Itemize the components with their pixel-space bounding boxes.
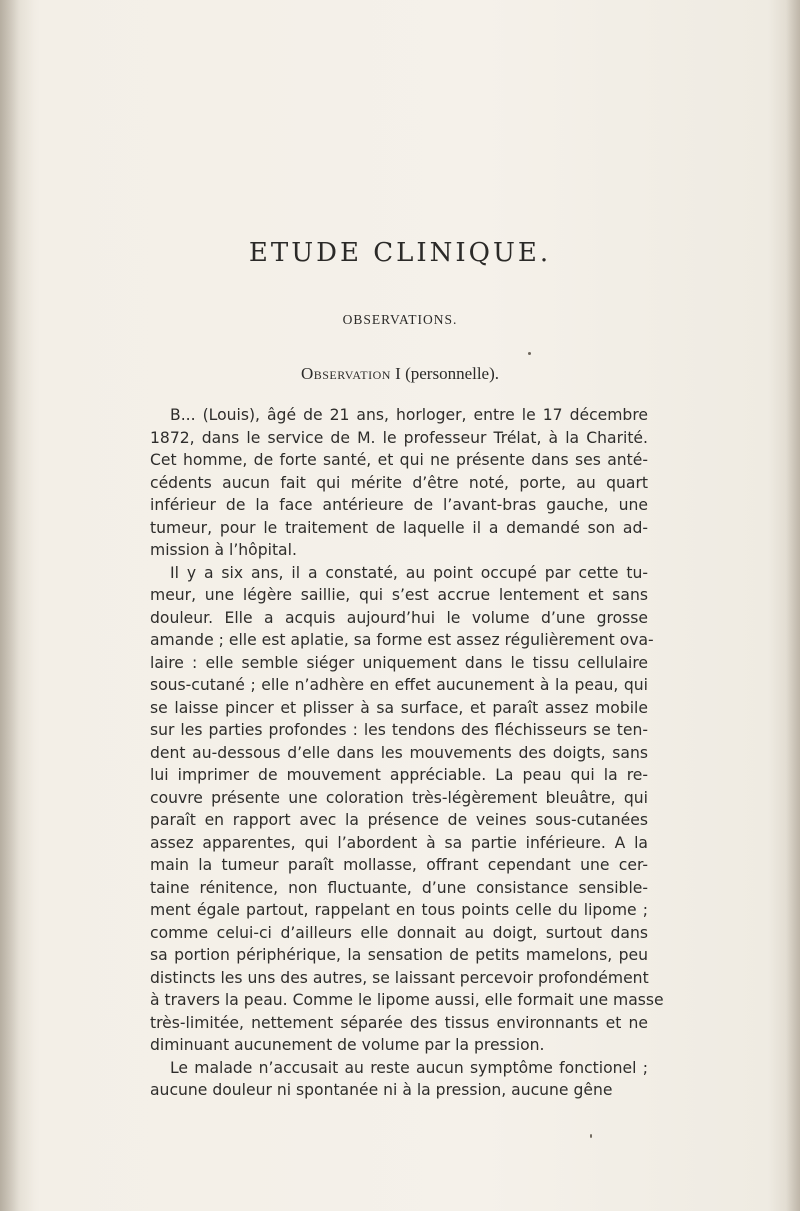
text-line: se laisse pincer et plisser à sa surface, et paraît assez mobile [150,698,648,717]
text-line: 1872, dans le service de M. le professeur Trélat, à la Charité. [150,428,648,447]
text-line: assez apparentes, qui l’abordent à sa partie inférieure. A la [150,833,648,852]
text-line: ment égale partout, rappelant en tous points celle du lipome ; [150,901,648,919]
observation-heading [0,364,800,384]
page-edge-shadow [786,0,800,1211]
text-line: inférieur de la face antérieure de l’avant-bras gauche, une [150,496,648,514]
text-line: taine rénitence, non fluctuante, d’une consistance sensible- [150,878,648,897]
paragraph [150,1057,648,1102]
text-line: très-limitée, nettement séparée des tissus environnants et ne [150,1013,648,1032]
text-line: tumeur, pour le traitement de laquelle il a demandé son ad- [150,518,648,537]
text-line: Le malade n’accusait au reste aucun symptôme fonctionel ; [170,1058,648,1077]
observation-suffix: I (personnelle). [390,364,500,383]
text-line: douleur. Elle a acquis aujourd’hui le volume d’une grosse [150,608,648,627]
text-line: paraît en rapport avec la présence de veines sous-cutanées [150,811,648,829]
text-line: diminuant aucunement de volume par la pression. [150,1036,545,1054]
observation-body [150,404,664,1102]
text-line: sous-cutané ; elle n’adhère en effet aucunement à la peau, qui [150,676,648,694]
text-line: Cet homme, de forte santé, et qui ne présente dans ses anté- [150,451,648,469]
page-gutter-shadow [0,0,34,1211]
text-line: main la tumeur paraît mollasse, offrant cependant une cer- [150,856,648,874]
text-line: sur les parties profondes : les tendons des fléchisseurs se ten- [150,721,648,739]
text-line: Il y a six ans, il a constaté, au point occupé par cette tu- [170,563,648,582]
text-line: à travers la peau. Comme le lipome aussi, elle formait une masse [150,991,664,1009]
paragraph [150,562,664,1057]
text-line: B... (Louis), âgé de 21 ans, horloger, entre le 17 décembre [170,406,648,424]
paragraph [150,404,648,562]
page-title: ETUDE CLINIQUE. [248,238,552,268]
ink-speck [528,352,531,355]
text-line: meur, une légère saillie, qui s’est accrue lentement et sans [150,586,648,604]
text-line: laire : elle semble siéger uniquement dans le tissu cellulaire [150,653,648,672]
text-line: distincts les uns des autres, se laissant percevoir profondément [150,968,649,987]
text-line: sa portion périphérique, la sensation de petits mamelons, peu [150,946,648,964]
text-line: comme celui-ci d’ailleurs elle donnait au doigt, surtout dans [150,923,648,942]
text-line: dent au-dessous d’elle dans les mouvements des doigts, sans [150,743,648,762]
text-line: lui imprimer de mouvement appréciable. La peau qui la re- [150,766,648,784]
text-line: amande ; elle est aplatie, sa forme est assez régulièrement ova- [150,631,654,649]
text-line: couvre présente une coloration très-légèrement bleuâtre, qui [150,788,648,807]
text-line: cédents aucun fait qui mérite d’être noté, porte, au quart [150,473,648,492]
text-line: aucune douleur ni spontanée ni à la pression, aucune gêne [150,1081,613,1099]
ink-speck [590,1134,592,1138]
section-heading: OBSERVATIONS. [342,312,458,327]
observation-label: Observation [300,364,391,383]
text-line: mission à l’hôpital. [150,541,297,559]
